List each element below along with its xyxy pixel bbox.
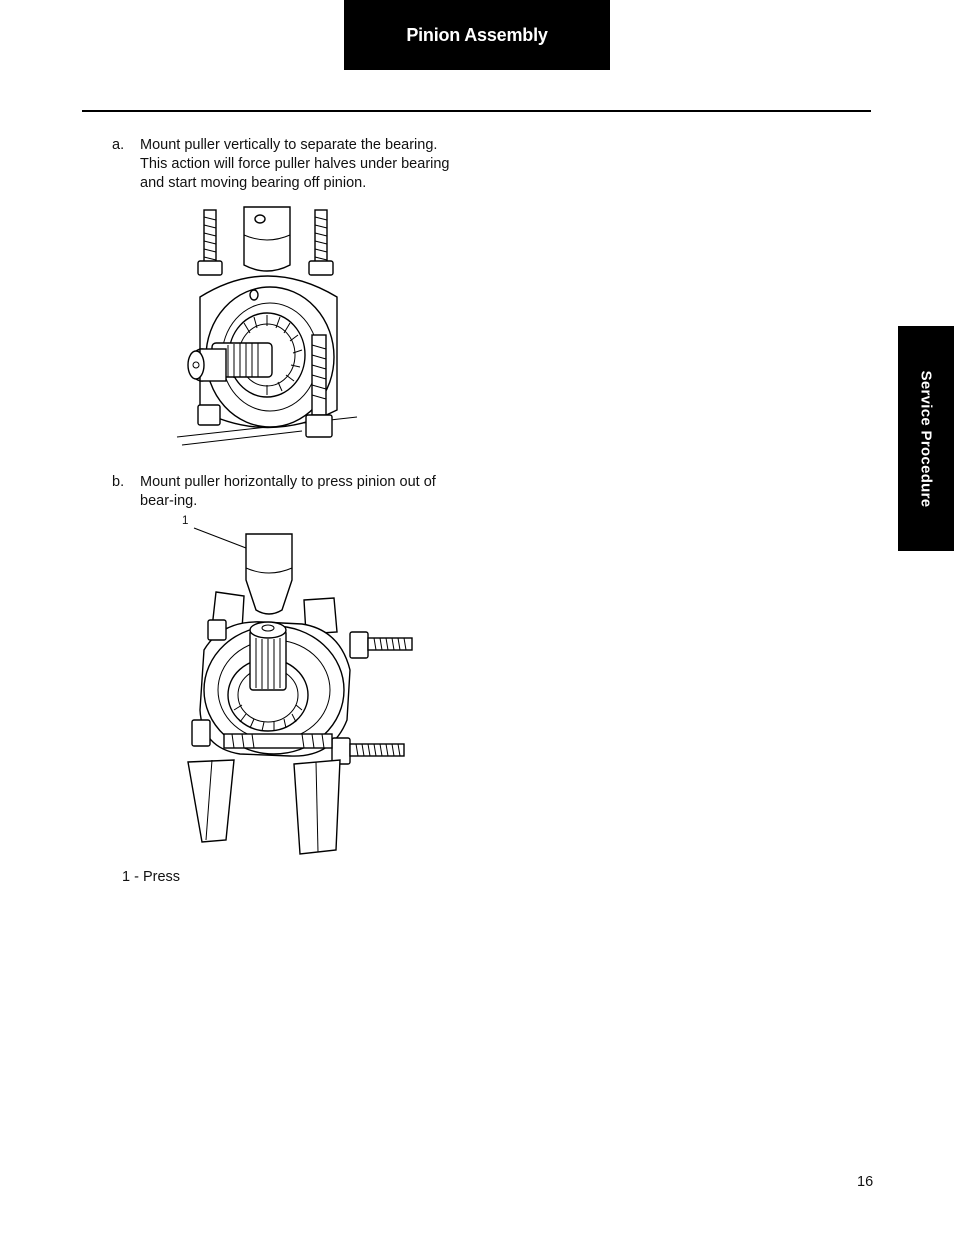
callout-number: 1 — [182, 515, 189, 527]
puller-vertical-illustration — [172, 205, 362, 455]
figure-caption: 1 - Press — [122, 869, 181, 885]
step-a-text: Mount puller vertically to separate the bearing. This action will force puller halves under bearing and start moving bearing off pinion. — [140, 137, 450, 191]
step-a — [112, 136, 472, 193]
step-b-text: Mount puller horizontally to press pinion out of bear-ing. — [140, 474, 436, 509]
puller-horizontal-illustration — [182, 520, 422, 860]
step-b-marker: b. — [112, 474, 125, 490]
step-b — [112, 473, 472, 511]
side-tab-label: Service Procedure — [917, 370, 935, 507]
section-header-tab — [344, 0, 610, 70]
step-a-marker: a. — [112, 137, 125, 153]
page-number: 16 — [857, 1174, 874, 1190]
header-rule — [82, 110, 871, 112]
section-title: Pinion Assembly — [406, 24, 548, 45]
side-section-tab — [898, 326, 954, 551]
